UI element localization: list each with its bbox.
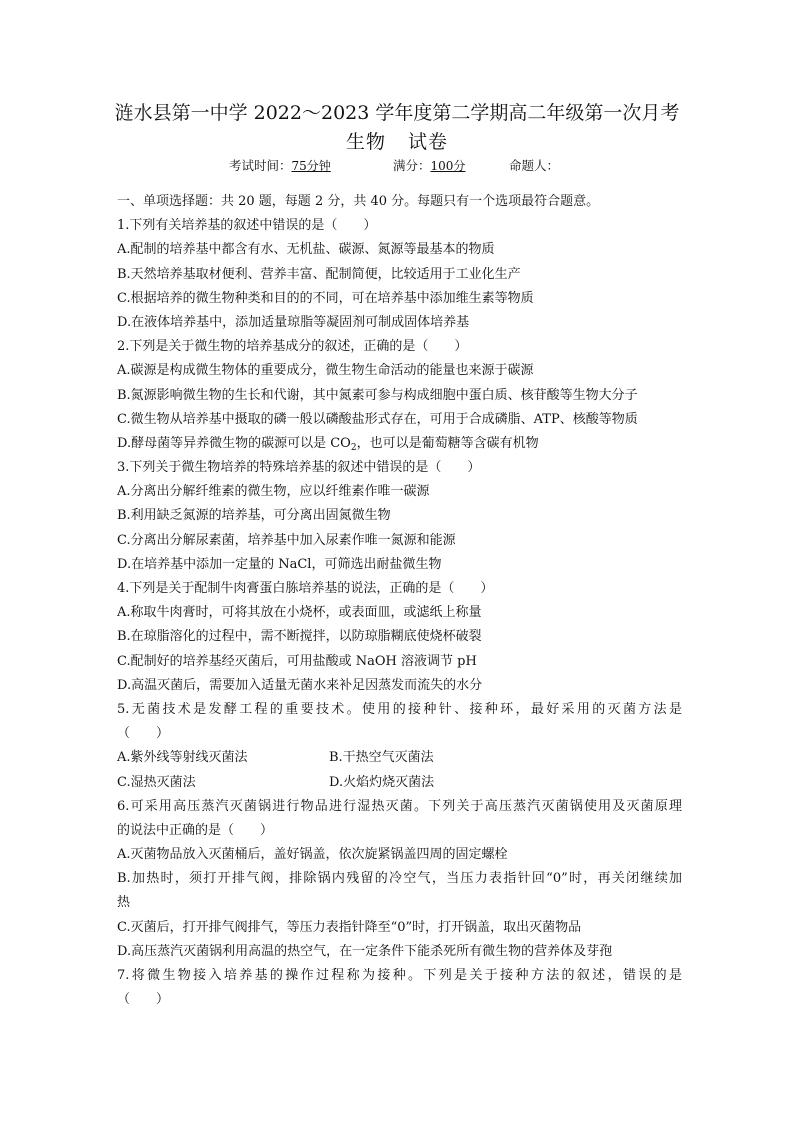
subject-name: 生物 <box>345 131 386 153</box>
exam-title: 涟水县第一中学 2022～2023 学年度第二学期高二年级第一次月考 <box>114 102 680 124</box>
question-stem: 2.下列是关于微生物的培养基成分的叙述，正确的是（ ） <box>117 339 468 355</box>
question-stem-continued: （ ） <box>117 992 170 1008</box>
exam-author <box>509 156 559 174</box>
question-stem: 3.下列关于微生物培养的特殊培养基的叙述中错误的是（ ） <box>117 460 481 476</box>
question-option: D.高压蒸汽灭菌锅利用高温的热空气，在一定条件下能杀死所有微生物的营养体及芽孢 <box>117 943 613 959</box>
option-text: D.酵母菌等异养微生物的碳源可以是 CO <box>117 435 351 451</box>
exam-time <box>229 156 331 174</box>
question-option: B.加热时，须打开排气阀，排除锅内残留的冷空气，当压力表指针回“0”时，再关闭继续加 <box>117 871 682 887</box>
question-stem-continued: 的说法中正确的是（ ） <box>117 822 274 838</box>
question-option: C.配制好的培养基经灭菌后，可用盐酸或 NaOH 溶液调节 pH <box>117 653 477 669</box>
time-value: 75分钟 <box>291 159 331 173</box>
question-option: C.灭菌后，打开排气阀排气，等压力表指针降至“0”时，打开锅盖，取出灭菌物品 <box>117 919 582 935</box>
question-stem: 4.下列是关于配制牛肉膏蛋白胨培养基的说法，正确的是（ ） <box>117 581 494 596</box>
question-option: C.根据培养的微生物种类和目的的不同，可在培养基中添加维生素等物质 <box>117 290 534 306</box>
question-stem: 6.可采用高压蒸汽灭菌锅进行物品进行湿热灭菌。下列关于高压蒸汽灭菌锅使用及灭菌原理 <box>117 798 682 814</box>
question-option: B.在琼脂溶化的过程中，需不断搅拌，以防琼脂糊底使烧杯破裂 <box>117 629 482 645</box>
question-option: A.碳源是构成微生物体的重要成分，微生物生命活动的能量也来源于碳源 <box>117 363 534 379</box>
paper-label: 试卷 <box>408 131 449 153</box>
exam-subtitle <box>0 127 794 154</box>
question-option: D.在培养基中添加一定量的 NaCl，可筛选出耐盐微生物 <box>117 556 442 572</box>
question-option: D.在液体培养基中，添加适量琼脂等凝固剂可制成固体培养基 <box>117 314 470 330</box>
question-option: D.火焰灼烧灭菌法 <box>329 774 435 790</box>
exam-score <box>393 156 465 174</box>
question-stem: 7.将微生物接入培养基的操作过程称为接种。下列是关于接种方法的叙述，错误的是 <box>117 968 682 983</box>
question-stem: 1.下列有关培养基的叙述中错误的是（ ） <box>117 218 377 234</box>
question-option: C.分离出分解尿素菌，培养基中加入尿素作唯一氮源和能源 <box>117 532 456 548</box>
question-option: A.配制的培养基中都含有水、无机盐、碳源、氮源等最基本的物质 <box>117 242 495 258</box>
question-option <box>117 432 682 456</box>
section-heading: 一、单项选择题：共 20 题，每题 2 分，共 40 分。每题只有一个选项最符合题意。 <box>117 194 600 209</box>
author-label: 命题人： <box>509 158 560 173</box>
score-value: 100分 <box>430 159 466 173</box>
question-option: B.干热空气灭菌法 <box>329 750 434 766</box>
option-text: ，也可以是葡萄糖等含碳有机物 <box>356 435 539 451</box>
question-stem: 5.无菌技术是发酵工程的重要技术。使用的接种针、接种环，最好采用的灭菌方法是 <box>117 701 682 717</box>
option-row <box>117 746 682 770</box>
question-option: D.高温灭菌后，需要加入适量无菌水来补足因蒸发而流失的水分 <box>117 677 483 693</box>
score-label: 满分： <box>393 158 431 173</box>
question-option: A.紫外线等射线灭菌法 <box>117 750 248 766</box>
subscript: 2 <box>350 442 357 453</box>
question-option: A.称取牛肉膏时，可将其放在小烧杯，或表面皿，或滤纸上称量 <box>117 605 482 621</box>
time-label: 考试时间： <box>229 158 292 173</box>
question-option-continued: 热 <box>117 895 131 911</box>
question-option: B.天然培养基取材便利、营养丰富、配制简便，比较适用于工业化生产 <box>117 266 521 282</box>
question-stem-continued: （ ） <box>117 726 170 742</box>
option-row <box>117 771 682 795</box>
question-option: A.分离出分解纤维素的微生物，应以纤维素作唯一碳源 <box>117 484 430 500</box>
question-option: B.氮源影响微生物的生长和代谢，其中氮素可参与构成细胞中蛋白质、核苷酸等生物大分子 <box>117 387 638 403</box>
question-option: B.利用缺乏氮源的培养基，可分离出固氮微生物 <box>117 508 391 524</box>
exam-content <box>117 190 682 1012</box>
question-option: C.微生物从培养基中摄取的磷一般以磷酸盐形式存在，可用于合成磷脂、ATP、核酸等物质 <box>117 411 638 427</box>
question-option: A.灭菌物品放入灭菌桶后，盖好锅盖，依次旋紧锅盖四周的固定螺栓 <box>117 847 508 863</box>
question-option: C.湿热灭菌法 <box>117 774 196 790</box>
